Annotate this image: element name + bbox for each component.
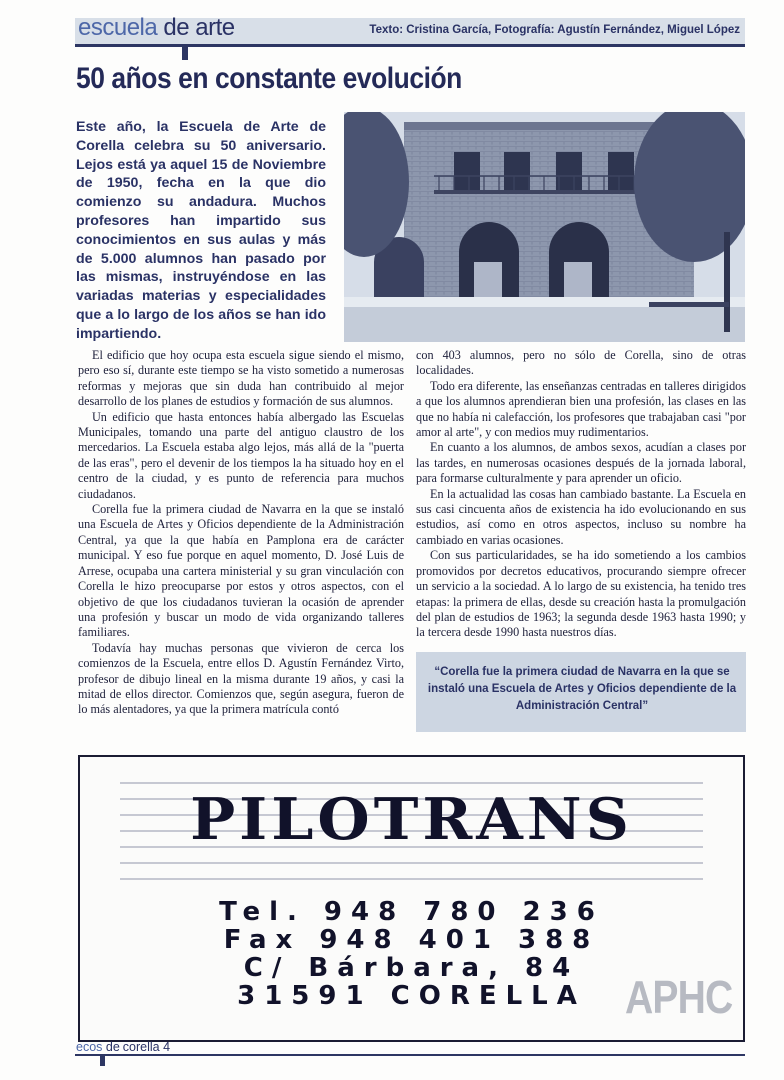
paragraph: En la actualidad las cosas han cambiado bastante. La Escuela en sus casi cincuenta años de existencia ha ido evolucionando en sus estudios, así como en otros aspectos, incluso su nombre ha cambiado en varias ocasiones. [416, 486, 746, 547]
paragraph: con 403 alumnos, pero no sólo de Corella, sino de otras localidades. [416, 348, 746, 378]
ad-phone: Tel. 948 780 236 [219, 897, 604, 927]
page-number: 4 [163, 1040, 171, 1054]
building-illustration [344, 112, 745, 342]
paragraph: En cuanto a los alumnos, de ambos sexos, acudían a clases por las tardes, en numerosas ocasiones después de la jornada laboral, para formarse culturalmente y para aprender un oficio. [416, 440, 746, 486]
footer-word-corella: corella [122, 1040, 160, 1054]
paragraph: Todavía hay muchas personas que vivieron de cerca los comienzos de la Escuela, entre ellos D. Agustín Fernández Virto, profesor de dibujo lineal en la misma durante 19 años, y casi la mitad de ellos director. Comienzos que, según asegura, fueron de lo más alentadores, ya que la primera matrícula contó [78, 640, 404, 717]
article-credits: Texto: Cristina García, Fotografía: Agustín Fernández, Miguel López [369, 24, 740, 36]
footer-word-de: de [105, 1040, 120, 1054]
section-word-escuela: escuela [78, 14, 158, 41]
footer-word-ecos: ecos [76, 1040, 103, 1054]
footer-rule [75, 1054, 745, 1056]
paragraph: Un edificio que hasta entonces había albergado las Escuelas Municipales, tomando una parte del antiguo claustro de los mercedarios. La Escuela estaba algo lejos, más allá de la "puerta de las eras", pero el devenir de los tiempos la ha situado hoy en el centro de la ciudad, y es punto de referencia para muchos ciudadanos. [78, 409, 404, 501]
archive-watermark: APHC [625, 971, 733, 1023]
section-title [78, 14, 235, 42]
article-headline: 50 años en constante evolución [76, 62, 462, 95]
paragraph: El edificio que hoy ocupa esta escuela sigue siendo el mismo, pero eso sí, durante este tiempo se ha visto sometido a numerosas reformas y mejoras que sin duda han contribuido al mejor desarrollo de los planes de estudios y formación de sus alumnos. [78, 348, 404, 409]
footer-mark [100, 1056, 105, 1066]
paragraph: Todo era diferente, las enseñanzas centradas en talleres dirigidos a que los alumnos aprendieran bien una profesión, las clases en las que no había ni calefacción, los profesores que trabajaban casi "por amor al arte", y con medios muy rudimentarios. [416, 378, 746, 440]
ad-company-name: PILOTRANS [190, 786, 633, 854]
school-building-photo [344, 112, 745, 342]
footer-page-label [76, 1040, 170, 1054]
ad-address: C/ Bárbara, 84 [243, 953, 580, 983]
article-column-right [416, 348, 746, 641]
section-word-de-arte: de arte [163, 14, 235, 41]
article-lead: Este año, la Escuela de Arte de Corella celebra su 50 aniversario. Lejos está ya aquel 15 de Noviembre de 1950, fecha en la que dio comienzo su andadura. Muchos profesores han impartido sus conocimientos en sus aulas y más de 5.000 alumnos han pasado por las mismas, instruyéndose en las variadas materias y especialidades que a lo largo de los años se han ido impartiendo. [76, 119, 326, 342]
ad-city: 31591 CORELLA [237, 981, 586, 1011]
ad-fax: Fax 948 401 388 [223, 925, 600, 955]
paragraph: Con sus particularidades, se ha ido sometiendo a los cambios promovidos por decretos educativos, procurando siempre ofrecer un servicio a la sociedad. A lo largo de su existencia, ha tenido tres etapas: la primera de ellas, desde su creación hasta la promulgación del plan de estudios de 1963; la segunda desde 1963 hasta 1990; y la tercera desde 1990 hasta nuestros días. [416, 548, 746, 640]
header-rule [75, 44, 745, 47]
article-column-left [78, 348, 404, 718]
pull-quote: “Corella fue la primera ciudad de Navarra en la que se instaló una Escuela de Artes y Oficios dependiente de la Administración Central” [427, 666, 737, 712]
header-mark [182, 44, 188, 60]
paragraph: Corella fue la primera ciudad de Navarra en la que se instaló una Escuela de Artes y Oficios dependiente de la Administración Central, ya que la que había en Pamplona era de carácter municipal. Y eso fue porque en aquel momento, D. José Luis de Arrese, ocupaba una cartera ministerial y su gran vinculación con Corella le hizo preocuparse por estos y otros aspectos, con el objetivo de que los ciudadanos tuvieran la ocasión de aprender una profesión y buscar un modo de vida organizando talleres familiares. [78, 502, 404, 640]
